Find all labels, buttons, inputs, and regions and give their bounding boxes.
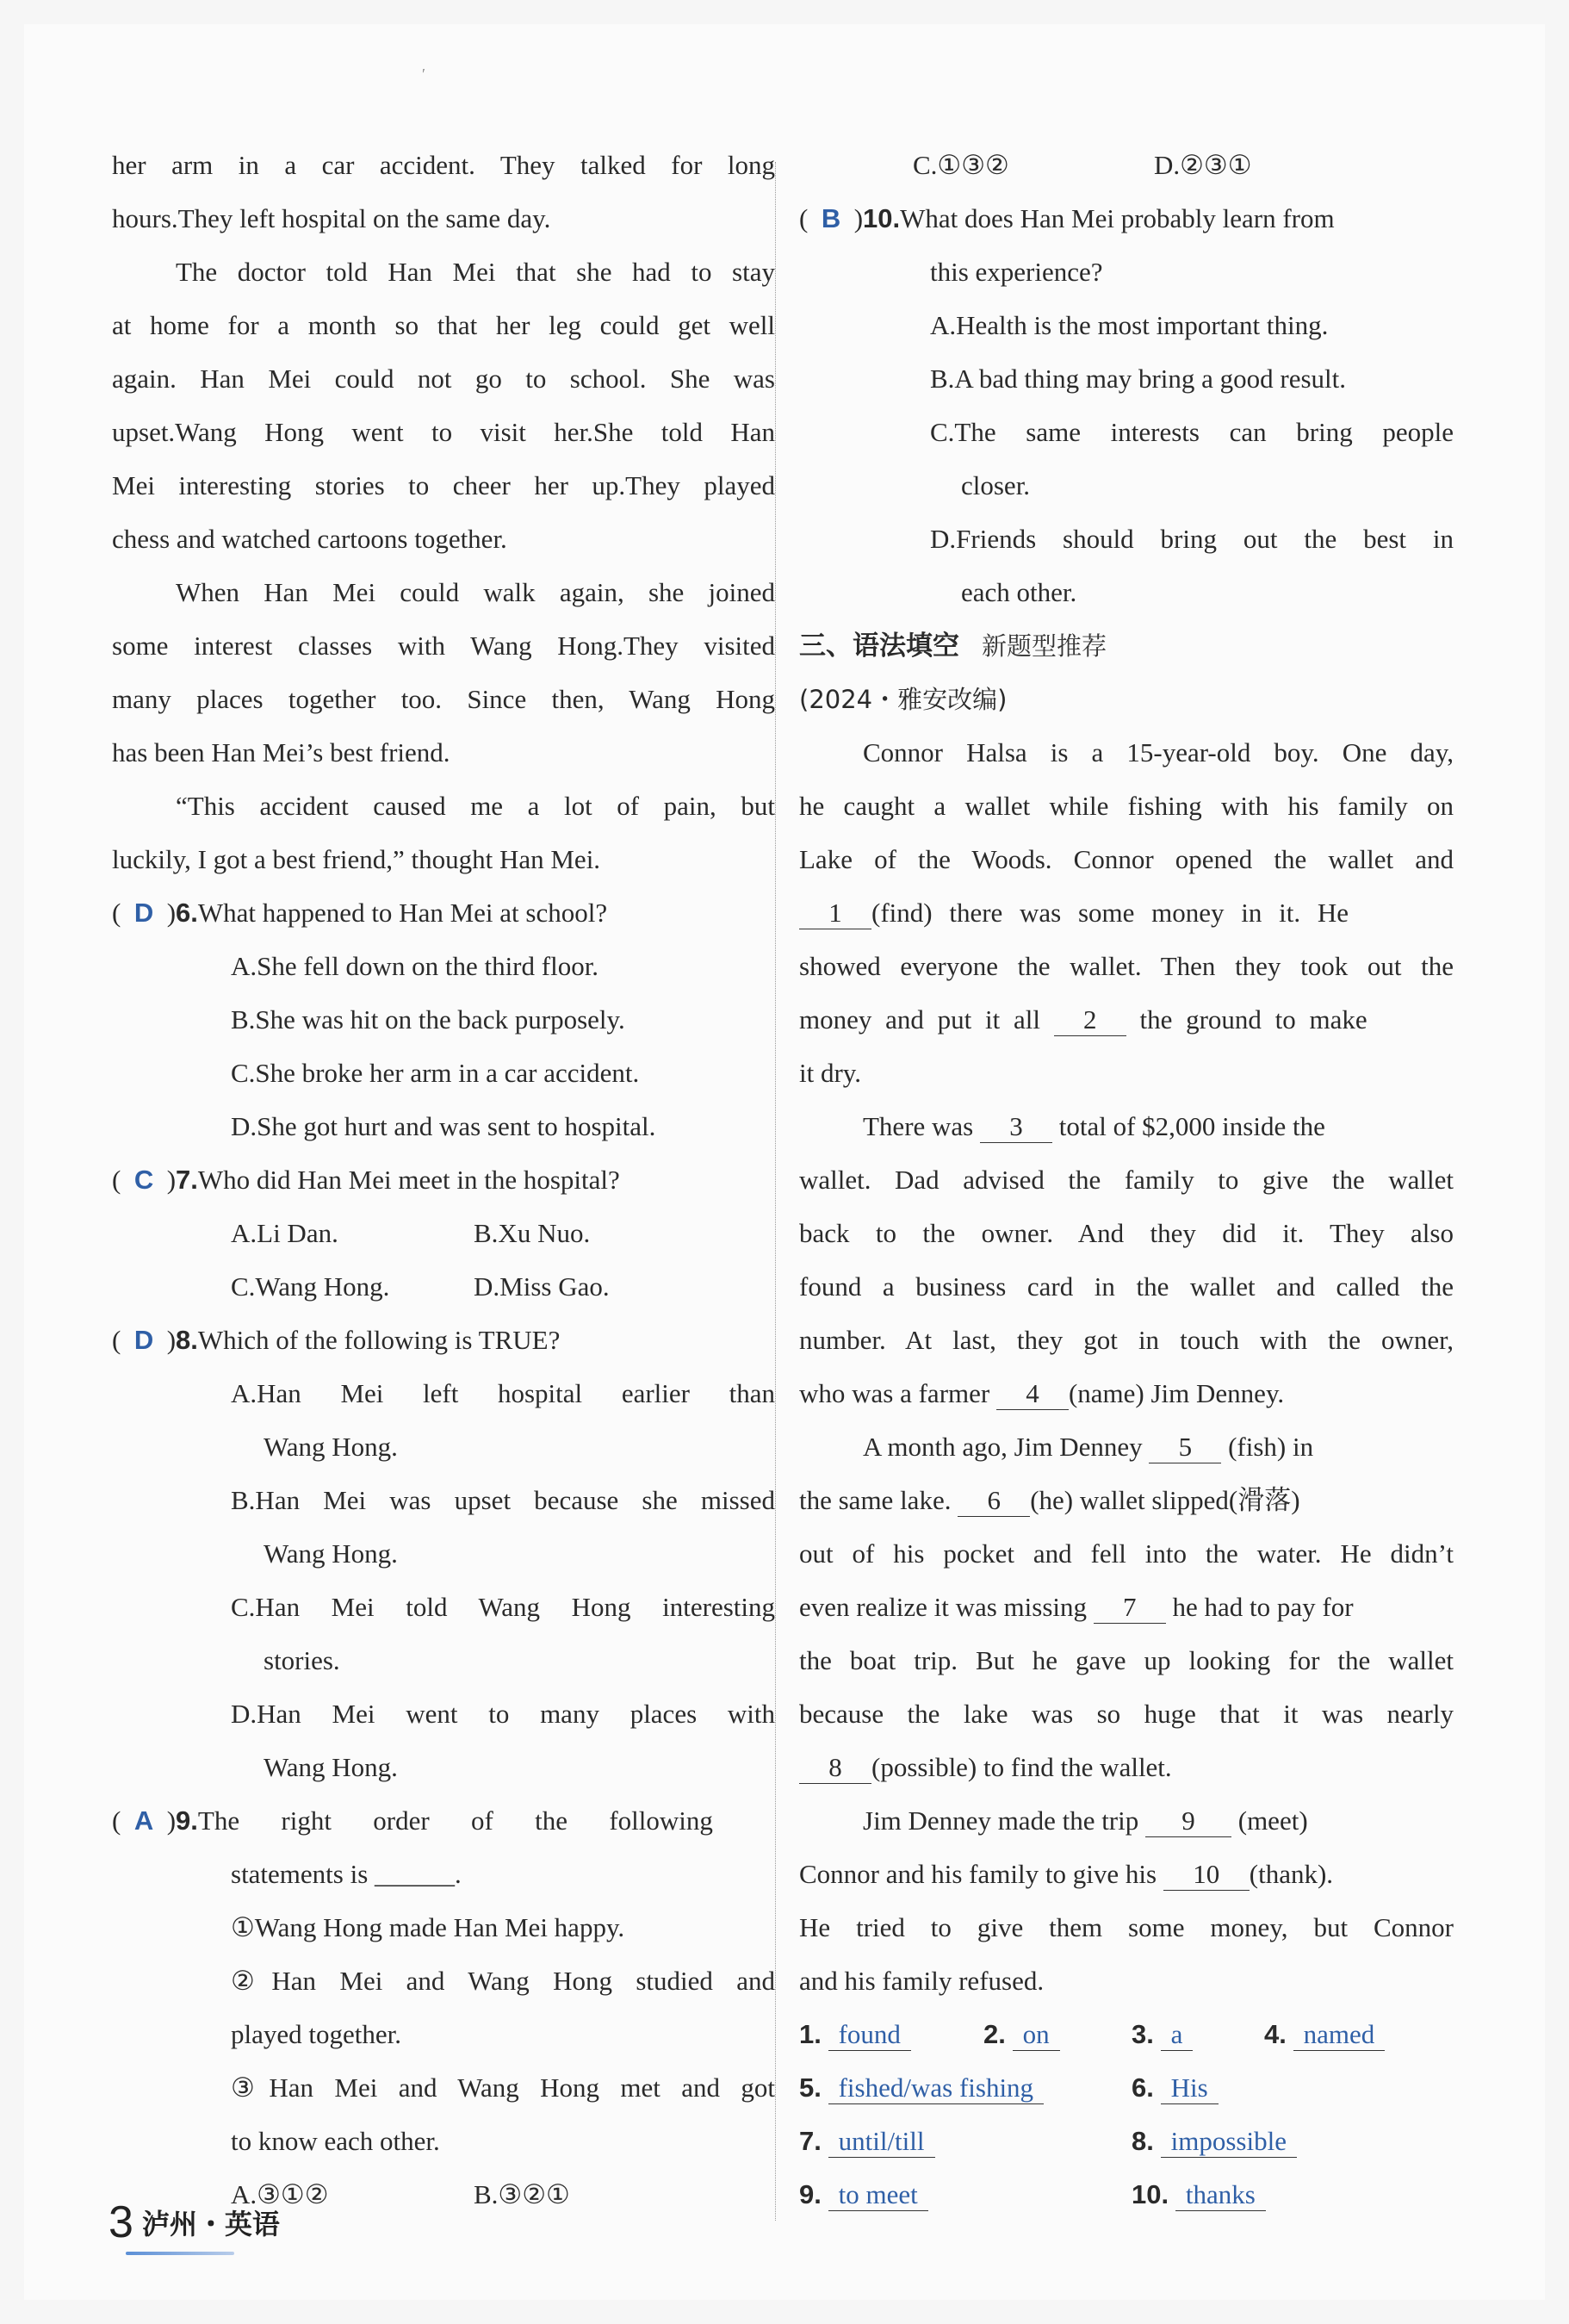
blank-6[interactable]: 6 [958,1485,1030,1517]
passage-line: back to the owner. And they did it. They also [799,1218,1454,1248]
answer-8: impossible [1161,2126,1297,2158]
answer-2: on [1013,2019,1060,2051]
passage-line: Lake of the Woods. Connor opened the wallet and [799,844,1454,874]
blank-3[interactable]: 3 [980,1111,1052,1143]
text-line: upset.Wang Hong went to visit her.She told Han [112,417,775,447]
page-number: 3 [109,2197,133,2247]
passage-line: it dry. [799,1058,862,1088]
option: D.Friends should bring out the best in [930,524,1454,554]
passage-line: he caught a wallet while fishing with his family on [799,791,1454,821]
text-line: The doctor told Han Mei that she had to stay [176,257,775,287]
answer-q6: D [133,898,154,928]
passage-line: the same lake. 6 (he) wallet slipped(滑落) [799,1485,1300,1515]
option: C.The same interests can bring people [930,417,1454,447]
page-footer [109,2197,280,2248]
option: C.Wang Hong. [231,1271,390,1302]
text-line: chess and watched cartoons together. [112,524,507,554]
answer-item: 2. on [983,2019,1060,2051]
answer-9: to meet [828,2179,928,2211]
answer-4: named [1293,2019,1386,2051]
section-source: (2024・雅安改编) [799,685,1008,714]
footer-accent-bar [126,2252,234,2255]
passage-line: He tried to give them some money, but Connor [799,1912,1454,1942]
answer-item: 7. until/till [799,2126,935,2158]
passage-line: number. At last, they got in touch with the owner, [799,1325,1454,1355]
passage-line: who was a farmer 4 (name) Jim Denney. [799,1378,1285,1408]
question-10: ( B )10.What does Han Mei probably learn from [799,203,1335,233]
statement: ②Han Mei and Wang Hong studied and [231,1966,775,1996]
option: A.Li Dan. [231,1218,338,1248]
option: A.③①② [231,2179,329,2209]
option-cont: closer. [961,470,1031,500]
text-line: Mei interesting stories to cheer her up.They played [112,470,775,500]
blank-7[interactable]: 7 [1094,1592,1166,1624]
answer-q7: C [133,1165,154,1195]
text-line: again. Han Mei could not go to school. She was [112,364,775,394]
passage-line: A month ago, Jim Denney 5 (fish) in [863,1432,1314,1462]
footer-label: 泸州・英语 [141,2208,280,2240]
option: A.Health is the most important thing. [930,310,1329,340]
answer-item: 4. named [1264,2019,1385,2051]
answer-q9: A [133,1805,154,1836]
question-9-cont: statements is ______. [231,1859,462,1889]
passage-line: showed everyone the wallet. Then they took out the [799,951,1454,981]
text-line: many places together too. Since then, Wang Hong [112,684,775,714]
question-10-cont: this experience? [930,257,1103,287]
passage-line: 8 (possible) to find the wallet. [799,1752,1172,1784]
text-line: luckily, I got a best friend,” thought Han Mei. [112,844,601,874]
answer-item: 6. His [1132,2072,1219,2104]
blank-2[interactable]: 2 [1054,1004,1126,1036]
option: C.She broke her arm in a car accident. [231,1058,640,1088]
statement: ③Han Mei and Wang Hong met and got [231,2072,775,2103]
option: A.Han Mei left hospital earlier than [231,1378,775,1408]
statement-cont: to know each other. [231,2126,440,2156]
passage-line: out of his pocket and fell into the water. He didn’t [799,1538,1454,1569]
passage-line: the boat trip. But he gave up looking for the wallet [799,1645,1454,1675]
page [24,24,1545,2300]
option: D.Han Mei went to many places with [231,1699,775,1729]
passage-line: Connor and his family to give his 10 (thank). [799,1859,1334,1889]
answer-item: 5. fished/was fishing [799,2072,1044,2104]
top-mark: ′ [422,65,425,83]
answer-10: thanks [1175,2179,1266,2211]
passage-line: There was 3 total of $2,000 inside the [863,1111,1325,1141]
option: C.Han Mei told Wang Hong interesting [231,1592,775,1622]
text-line: “This accident caused me a lot of pain, but [176,791,775,821]
answer-6: His [1161,2072,1219,2104]
blank-1[interactable]: 1 [799,898,871,929]
answer-7: until/till [828,2126,935,2158]
answer-q8: D [133,1325,154,1355]
answer-q10: B [821,203,841,233]
answer-item: 8. impossible [1132,2126,1297,2158]
option: B.③②① [474,2179,570,2209]
passage-line: and his family refused. [799,1966,1045,1996]
blank-10[interactable]: 10 [1163,1859,1250,1891]
option-cont: Wang Hong. [264,1432,398,1462]
option-cont: each other. [961,577,1077,607]
question-7: ( C )7.Who did Han Mei meet in the hospital? [112,1165,620,1195]
column-divider [775,162,776,2221]
passage-line: even realize it was missing 7 he had to pay for [799,1592,1354,1622]
option: D.She got hurt and was sent to hospital. [231,1111,656,1141]
answer-item: 9. to meet [799,2179,928,2211]
passage-line: Connor Halsa is a 15-year-old boy. One day, [863,737,1454,767]
passage-line: Jim Denney made the trip 9 (meet) [863,1805,1308,1836]
option: B.She was hit on the back purposely. [231,1004,625,1035]
text-line: hours.They left hospital on the same day. [112,203,551,233]
answer-item: 1. found [799,2019,911,2051]
option-cont: stories. [264,1645,340,1675]
blank-8[interactable]: 8 [799,1752,871,1784]
option: D.②③① [1154,150,1252,180]
text-line: has been Han Mei’s best friend. [112,737,450,767]
blank-5[interactable]: 5 [1149,1432,1221,1463]
answer-1: found [828,2019,911,2051]
statement: ①Wang Hong made Han Mei happy. [231,1912,625,1942]
text-line: When Han Mei could walk again, she joined [176,577,775,607]
option-cont: Wang Hong. [264,1752,398,1782]
passage-line: because the lake was so huge that it was nearly [799,1699,1454,1729]
answer-3: a [1161,2019,1194,2051]
section-tag: 新题型推荐 [982,631,1107,661]
passage-line: money and put it all 2 the ground to make [799,1004,1367,1035]
text-line: at home for a month so that her leg could get well [112,310,775,340]
question-6: ( D )6.What happened to Han Mei at school? [112,898,608,928]
answer-item: 3. a [1132,2019,1193,2051]
question-8: ( D )8.Which of the following is TRUE? [112,1325,561,1355]
passage-line: 1 (find) there was some money in it. He [799,898,1349,929]
option: B.A bad thing may bring a good result. [930,364,1347,394]
section-heading: 三、语法填空 新题型推荐 [799,631,1107,662]
answer-5: fished/was fishing [828,2072,1044,2104]
answer-item: 10. thanks [1132,2179,1266,2211]
blank-9[interactable]: 9 [1145,1805,1231,1837]
option: B.Xu Nuo. [474,1218,591,1248]
question-9: ( A )9.The right order of the following [112,1805,713,1836]
passage-line: found a business card in the wallet and called the [799,1271,1454,1302]
blank-4[interactable]: 4 [996,1378,1069,1410]
text-line: some interest classes with Wang Hong.They visited [112,631,775,661]
option: A.She fell down on the third floor. [231,951,599,981]
passage-line: wallet. Dad advised the family to give the wallet [799,1165,1454,1195]
option: D.Miss Gao. [474,1271,610,1302]
text-line: her arm in a car accident. They talked for long [112,150,775,180]
option: C.①③② [913,150,1009,180]
option: B.Han Mei was upset because she missed [231,1485,775,1515]
option-cont: Wang Hong. [264,1538,398,1569]
statement-cont: played together. [231,2019,401,2049]
